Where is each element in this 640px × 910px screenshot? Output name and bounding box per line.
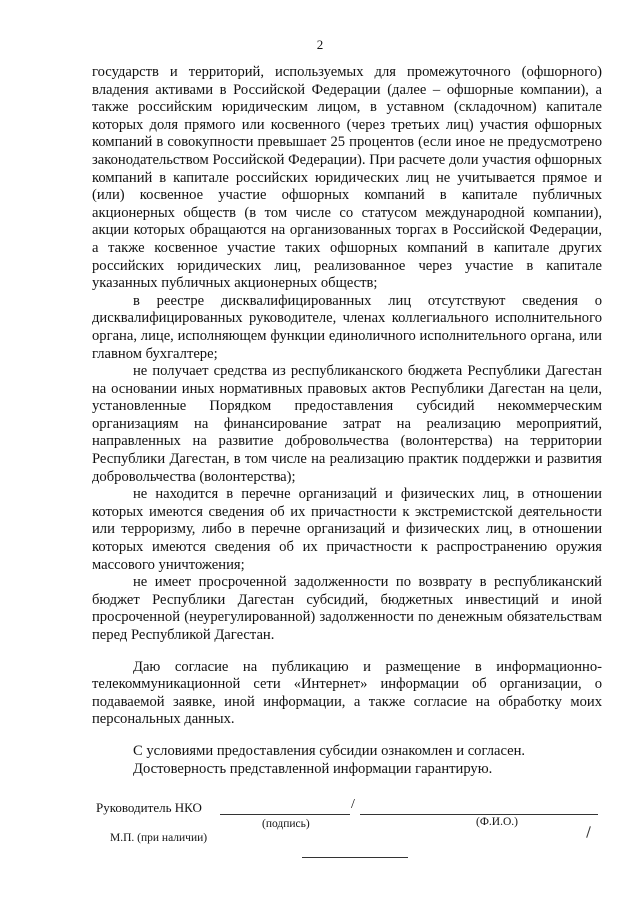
paragraph-acknowledgement: С условиями предоставления субсидии ознакомлен и согласен. [133, 742, 526, 759]
spacer [92, 645, 602, 659]
bottom-line [302, 857, 408, 858]
page-number: 2 [316, 37, 324, 52]
spacer [92, 729, 602, 743]
paragraph-guarantee: Достоверность представленной информации гарантирую. [133, 760, 493, 777]
paragraph-disqualified: в реестре дисквалифицированных лиц отсутствуют сведения о дисквалифицированных руководителе, членах коллегиального исполнительного органа, лице, исполняющем функции единоличного исполнительного органа, или главном бухгалтере; [92, 292, 602, 362]
paragraph-debt: не имеет просроченной задолженности по возврату в республиканский бюджет Республики Дагестан субсидий, бюджетных инвестиций и иной просроченной (неурегулированной) задолженности по денежным обязательствам перед Республикой Дагестан. [92, 574, 602, 643]
paragraph-offshore: государств и территорий, используемых для промежуточного (офшорного) владения активами в Российской Федерации (далее – офшорные компании), а также российским юридическим лицом, в уставном (складочном) капитале которых доля прямого или косвенного (через третьих лиц) участия офшорных компаний в совокупности превышает 25 процентов (если иное не предусмотрено законодательством Российской Федерации). При расчете доли участия офшорных компаний в капитале российских юридических лиц не учитывается прямое и (или) косвенное участие офшорных компаний в капитале публичных акционерных обществ (в том числе со статусом международной компании), акции которых обращаются на организованных торгах в Российской Федерации, а также косвенное участие таких офшорных компаний в капитале других российских юридических лиц, реализованное через участие в капитале указанных публичных акционерных обществ; [92, 64, 602, 292]
stamp-label: М.П. (при наличии) [110, 832, 208, 844]
document-body [92, 64, 602, 778]
paragraph-consent: Даю согласие на публикацию и размещение в информационно-телекоммуникационной сети «Интернет» информации об организации, о подаваемой заявке, иной информации, а также согласие на обработку моих персональных данных. [92, 658, 602, 728]
pen-mark [586, 826, 591, 838]
head-label: Руководитель НКО [96, 800, 202, 815]
signature-slash: / [351, 797, 355, 812]
name-caption: (Ф.И.О.) [476, 816, 518, 828]
signature-line [220, 814, 350, 815]
signature-caption: (подпись) [262, 818, 310, 830]
name-line [360, 814, 598, 815]
paragraph-extremism: не находится в перечне организаций и физических лиц, в отношении которых имеются сведения об их причастности к экстремистской деятельности или терроризму, либо в перечне организаций и физических лиц, в отношении которых имеются сведения об их причастности к распространению оружия массового уничтожения; [92, 486, 602, 573]
paragraph-budget: не получает средства из республиканского бюджета Республики Дагестан на основании иных нормативных правовых актов Республики Дагестан на цели, установленные Порядком предоставления субсидий некоммерческим организациям на финансирование затрат на реализацию мероприятий, направленных на развитие добровольчества (волонтерства) на территории Республики Дагестан, в том числе на реализацию практик поддержки и развития добровольчества (волонтерства); [92, 363, 602, 485]
